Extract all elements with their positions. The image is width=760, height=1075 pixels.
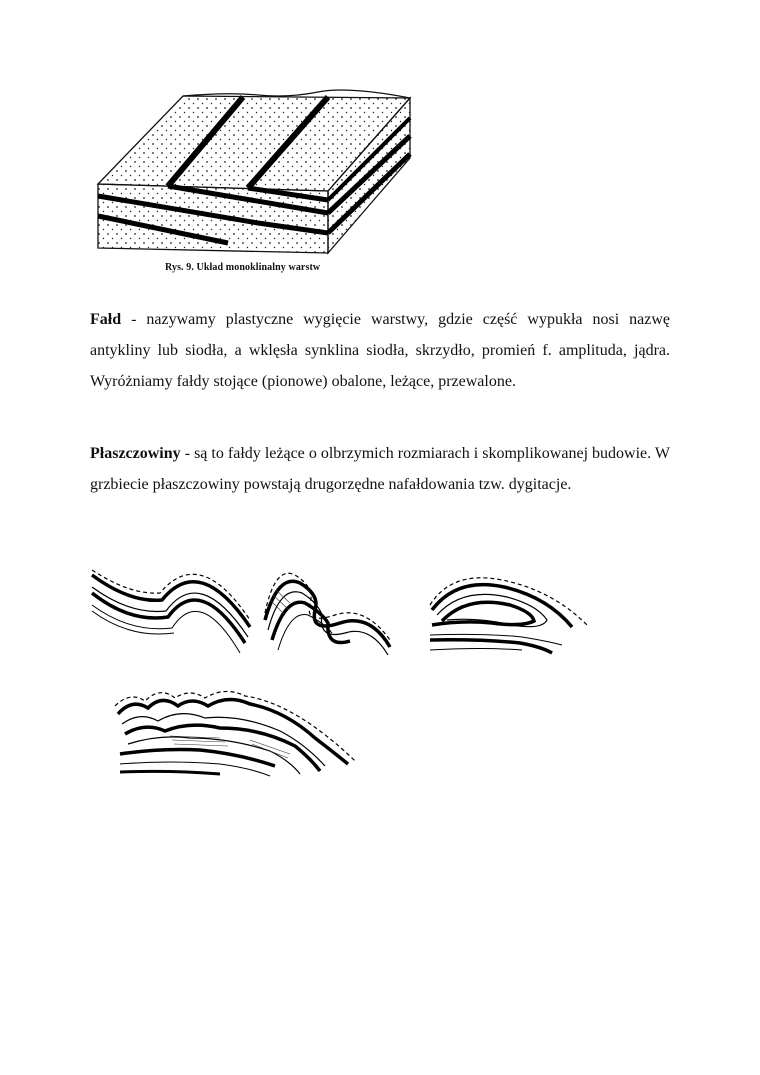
fold-diagram-recumbent: [422, 565, 592, 660]
term-fald: Fałd: [90, 311, 122, 328]
term-plaszczowiny: Płaszczowiny: [90, 445, 181, 462]
paragraph-plaszczowiny-text: - są to fałdy leżące o olbrzymich rozmiarach i skomplikowanej budowie. W grzbiecie płaszczowiny powstają drugorzędne nafałdowania tzw. dygitacje.: [90, 445, 670, 493]
paragraph-fald: [90, 304, 670, 397]
paragraph-fald-text: - nazywamy plastyczne wygięcie warstwy, gdzie część wypukła nosi nazwę antykliny lub siodła, a wklęsła synklina siodła, skrzydło, promień f. amplituda, jądra. Wyróżniamy fałdy stojące (pionowe) obalone, leżące, przewalone.: [90, 311, 670, 390]
monocline-block-diagram: [88, 88, 418, 263]
fold-diagram-upright-and-overturned: [90, 545, 395, 660]
fold-diagram-nappe: [110, 676, 360, 786]
figure-caption: Rys. 9. Układ monoklinalny warstw: [165, 262, 321, 273]
paragraph-plaszczowiny: [90, 438, 670, 500]
